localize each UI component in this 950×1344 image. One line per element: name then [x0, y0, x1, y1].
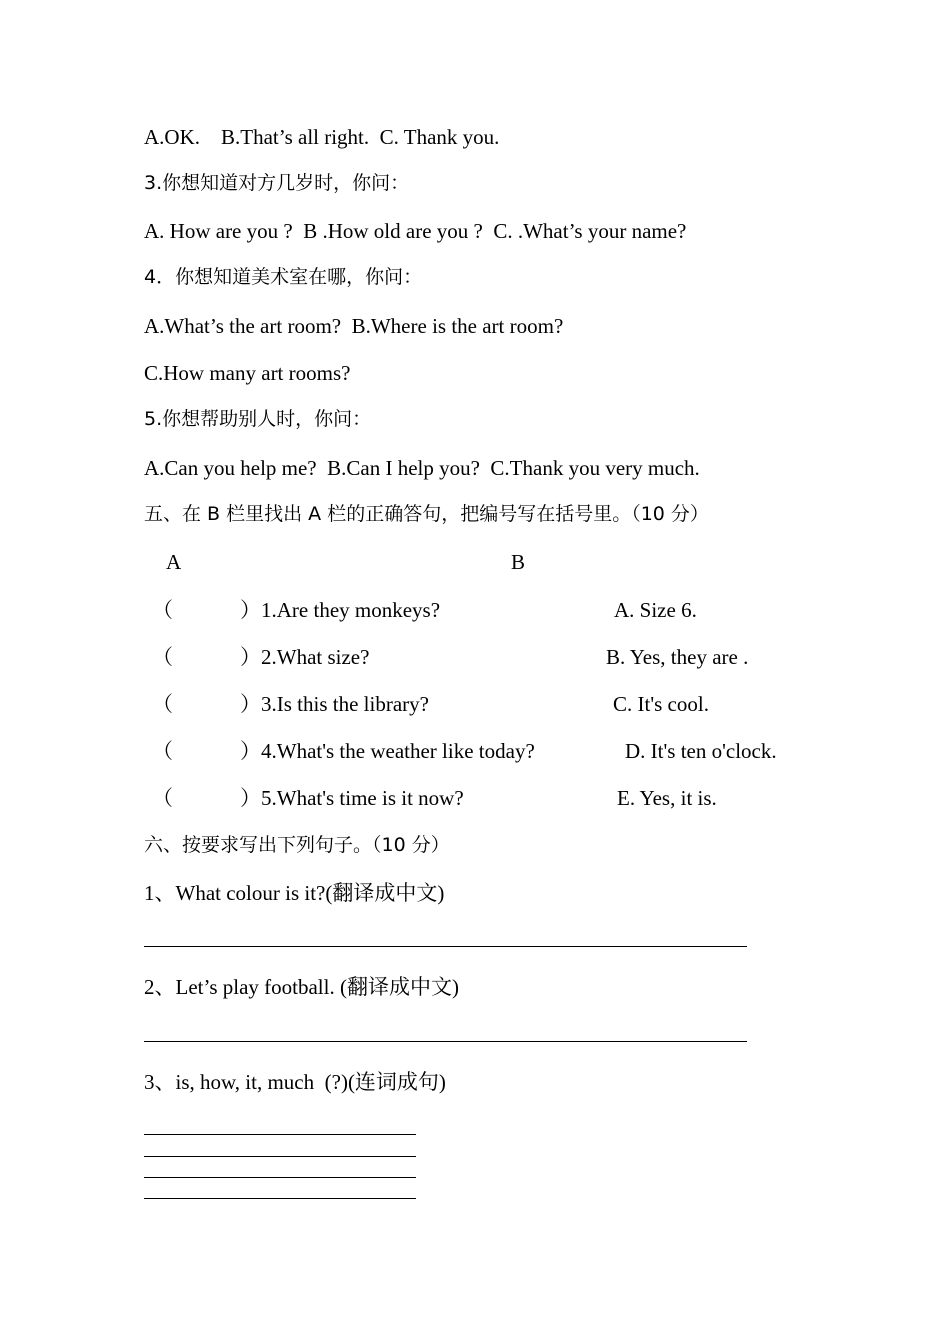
q4-options-5: A.Can you help me? B.Can I help you? C.Thank you very much.: [144, 456, 700, 480]
answer-line-3c[interactable]: [144, 1177, 416, 1178]
answer-paren-open: （: [152, 645, 173, 669]
answer-line-3d[interactable]: [144, 1198, 416, 1199]
answer-blank[interactable]: [198, 694, 240, 716]
q4-prompt-3: 3.你想知道对方几岁时，你问：: [144, 172, 410, 194]
section6-title: 六、按要求写出下列句子。（10 分）: [144, 834, 450, 856]
match-question: 2.What size?: [261, 645, 370, 669]
match-answer: A. Size 6.: [614, 598, 697, 622]
answer-paren-close: ）: [240, 598, 261, 622]
answer-paren-close: ）: [240, 692, 261, 716]
answer-blank[interactable]: [198, 788, 240, 810]
section6-item-1: 1、What colour is it?(翻译成中文): [144, 881, 445, 905]
answer-paren-open: （: [152, 786, 173, 810]
match-answer: B. Yes, they are .: [606, 645, 749, 669]
section5-title: 五、在 B 栏里找出 A 栏的正确答句，把编号写在括号里。（10 分）: [144, 503, 709, 525]
answer-paren-open: （: [152, 598, 173, 622]
answer-paren-open: （: [152, 692, 173, 716]
answer-paren-close: ）: [240, 786, 261, 810]
match-question: 4.What's the weather like today?: [261, 739, 535, 763]
q4-prompt-5: 5.你想帮助别人时，你问：: [144, 408, 372, 430]
section6-item-3: 3、is, how, it, much (?)(连词成句): [144, 1070, 446, 1094]
match-question: 3.Is this the library?: [261, 692, 429, 716]
match-question: 5.What's time is it now?: [261, 786, 464, 810]
q4-options-4b: C.How many art rooms?: [144, 361, 351, 385]
match-question: 1.Are they monkeys?: [261, 598, 441, 622]
answer-line-1[interactable]: [144, 946, 747, 947]
answer-line-2[interactable]: [144, 1041, 747, 1042]
column-b-header: B: [511, 550, 526, 574]
answer-line-3a[interactable]: [144, 1134, 416, 1135]
answer-paren-close: ）: [240, 739, 261, 763]
column-a-header: A: [166, 550, 182, 574]
match-answer: E. Yes, it is.: [617, 786, 717, 810]
answer-paren-open: （: [152, 739, 173, 763]
answer-paren-close: ）: [240, 645, 261, 669]
q4-options-2: A.OK. B.That’s all right. C. Thank you.: [144, 125, 500, 149]
answer-line-3b[interactable]: [144, 1156, 416, 1157]
answer-blank[interactable]: [198, 647, 240, 669]
q4-options-4a: A.What’s the art room? B.Where is the art room?: [144, 314, 564, 338]
answer-blank[interactable]: [198, 741, 240, 763]
answer-blank[interactable]: [198, 600, 240, 622]
q4-options-3: A. How are you ? B .How old are you ? C. .What’s your name?: [144, 219, 687, 243]
q4-prompt-4: 4．你想知道美术室在哪，你问：: [144, 266, 423, 288]
match-answer: D. It's ten o'clock.: [625, 739, 777, 763]
match-answer: C. It's cool.: [613, 692, 709, 716]
section6-item-2: 2、Let’s play football. (翻译成中文): [144, 975, 459, 999]
